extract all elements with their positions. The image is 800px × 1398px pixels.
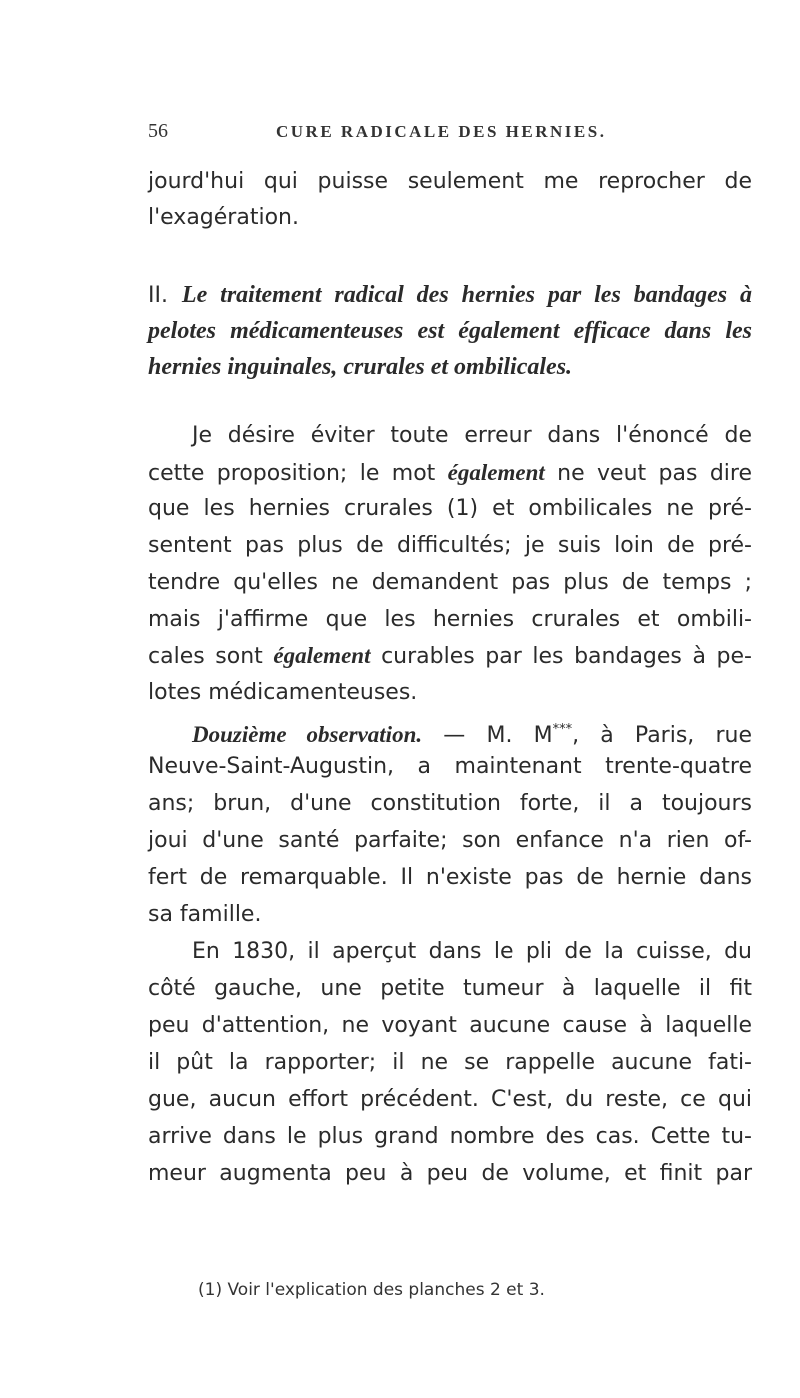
proposition-text: Le traitement radical des hernies par les bandages à (181, 282, 753, 308)
observation-title: Douzième observation. (192, 722, 423, 747)
emphasis: également (447, 460, 545, 485)
running-header (148, 120, 748, 152)
text-line: il pût la rapporter; il ne se rappelle aucune fati- (148, 1050, 752, 1075)
superscript: *** (552, 722, 573, 737)
text-line: Neuve-Saint-Augustin, a maintenant trente-quatre (148, 754, 752, 779)
text-span: ne veut pas dire (544, 461, 752, 486)
text-line: gue, aucun effort précédent. C'est, du reste, ce qui (148, 1087, 752, 1112)
text-line: que les hernies crurales (1) et ombilicales ne pré- (148, 496, 752, 521)
text-line: tendre qu'elles ne demandent pas plus de temps ; (148, 570, 752, 595)
proposition-number: II. (148, 283, 182, 308)
text-line: arrive dans le plus grand nombre des cas. Cette tu- (148, 1124, 752, 1149)
proposition-line (148, 277, 752, 313)
proposition-text: hernies inguinales, crurales et ombilicales. (148, 354, 573, 380)
text-line (148, 638, 752, 674)
text-line: lotes médicamenteuses. (148, 680, 418, 705)
text-span: curables par les bandages à pe- (370, 644, 752, 669)
text-span: , à Paris, rue (572, 723, 752, 748)
text-line: sa famille. (148, 902, 262, 927)
emphasis: également (273, 643, 371, 668)
text-line (192, 712, 752, 748)
text-span: cette proposition; le mot (148, 461, 448, 486)
text-line (148, 455, 752, 491)
text-line: sentent pas plus de difficultés; je suis loin de pré- (148, 533, 752, 558)
text-line: jourd'hui qui puisse seulement me reprocher de (148, 169, 752, 194)
text-span: cales sont (148, 644, 274, 669)
text-line: meur augmenta peu à peu de volume, et finit par (148, 1161, 752, 1186)
text-line: ans; brun, d'une constitution forte, il a toujours (148, 791, 752, 816)
footnote: (1) Voir l'explication des planches 2 et 3. (198, 1280, 545, 1300)
proposition-line (148, 349, 752, 385)
page-number: 56 (148, 120, 168, 142)
text-span: — M. M (422, 723, 553, 748)
text-line: fert de remarquable. Il n'existe pas de hernie dans (148, 865, 752, 890)
text-line: En 1830, il aperçut dans le pli de la cuisse, du (192, 939, 752, 964)
text-line: côté gauche, une petite tumeur à laquelle il fit (148, 976, 752, 1001)
proposition-line (148, 313, 752, 349)
text-line: joui d'une santé parfaite; son enfance n'a rien of- (148, 828, 752, 853)
text-line: mais j'affirme que les hernies crurales et ombili- (148, 607, 752, 632)
proposition-text: pelotes médicamenteuses est également efficace dans les (148, 318, 752, 344)
text-line: peu d'attention, ne voyant aucune cause à laquelle (148, 1013, 752, 1038)
running-title: CURE RADICALE DES HERNIES. (276, 122, 607, 141)
text-line: Je désire éviter toute erreur dans l'énoncé de (192, 423, 752, 448)
text-line: l'exagération. (148, 205, 299, 230)
